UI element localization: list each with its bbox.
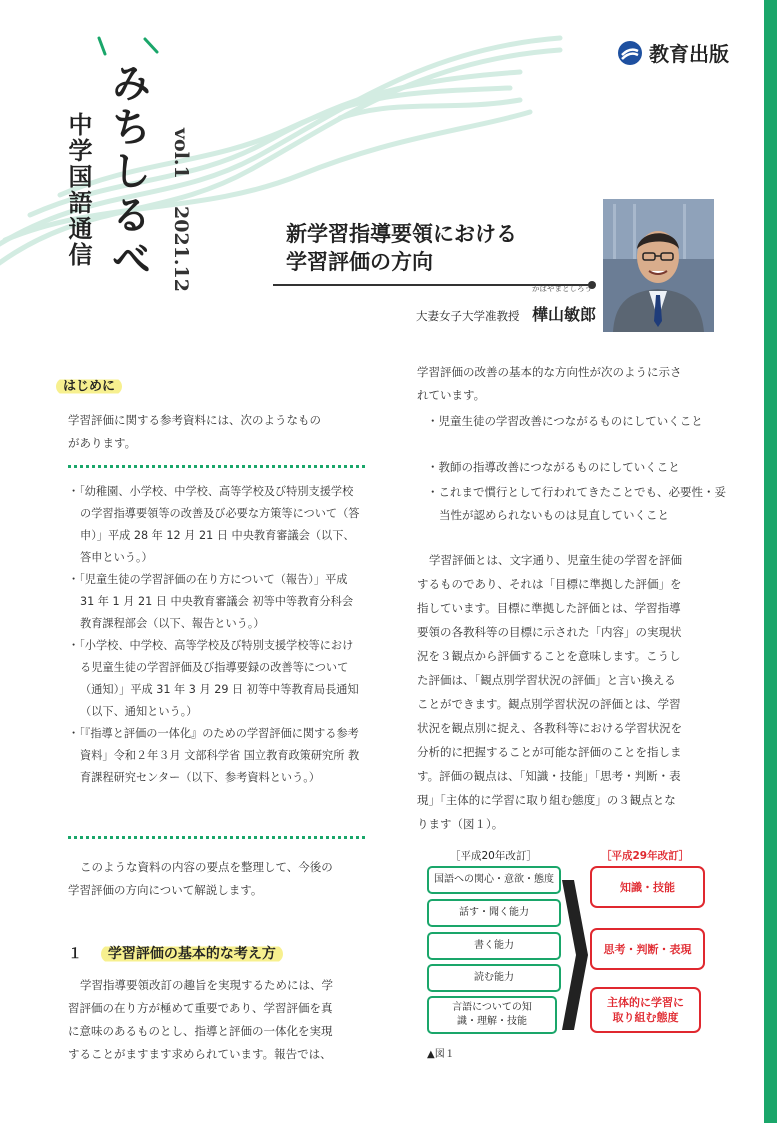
brand-mark-icon xyxy=(617,40,643,66)
side-accent-bar xyxy=(764,0,777,1123)
fig-new-item: 知識・技能 xyxy=(590,866,705,908)
right-body-line: た評価は、「観点別学習状況の評価」と言い換える xyxy=(417,673,676,687)
author-affiliation: 大妻女子大学准教授 xyxy=(416,309,520,323)
right-body-line: 状況を観点別に捉え、各教科等における学習状況を xyxy=(417,721,683,735)
right-lead-line1: 学習評価の改善の基本的な方向性が次のように示さ xyxy=(417,365,682,379)
fig-new-item: 思考・判断・表現 xyxy=(590,928,705,970)
masthead-volume: vol.1 xyxy=(170,128,192,179)
right-body-line: ことができます。観点別学習状況の評価とは、学習 xyxy=(417,697,681,711)
author-portrait-icon xyxy=(603,199,714,332)
section1-line: 習評価の在り方が極めて重要であり、学習評価を真 xyxy=(68,1001,333,1015)
brand-logo xyxy=(617,38,729,67)
author-photo xyxy=(603,199,714,332)
reference-item: ・「『指導と評価の一体化』のための学習評価に関する参考資料」令和２年３月 文部科学省 国立教育政策研究所 教育課程研究センター（以下、参考資料という。） xyxy=(68,727,360,784)
right-body-line: 分析的に把握することが可能な評価のことを指しま xyxy=(417,745,682,759)
article-title-line2: 学習評価の方向 xyxy=(286,250,433,274)
right-body-line: 況を３観点から評価することを意味します。こうし xyxy=(417,649,681,663)
reference-item: ・「小学校、中学校、高等学校及び特別支援学校等における児童生徒の学習評価及び指導要録の改善等について（通知）」平成 31 年 3 月 29 日 初等中等教育局長通知（以下、通知という。） xyxy=(68,639,359,718)
right-body-line: ります（図１）。 xyxy=(417,817,504,831)
section1-line: に意味のあるものとし、指導と評価の一体化を実現 xyxy=(68,1024,333,1038)
fig-right-header: ［平成29年改訂］ xyxy=(601,850,690,862)
bullet-item: ・教師の指導改善につながるものにしていくこと xyxy=(427,460,680,474)
masthead-date: 2021.12 xyxy=(170,206,192,292)
section1-number: １ xyxy=(68,946,82,962)
intro-heading xyxy=(56,372,122,402)
intro-lead-line2: があります。 xyxy=(68,436,137,450)
author-name: 樺山敏郎 xyxy=(532,305,597,324)
fig-old-item: 言語についての知識・理解・技能 xyxy=(427,996,557,1034)
fig-left-header: ［平成20年改訂］ xyxy=(450,850,537,862)
fig-caption: ▲図１ xyxy=(427,1049,455,1060)
bullet-item: ・児童生徒の学習改善につながるものにしていくこと xyxy=(427,414,703,428)
right-body-line: するものであり、それは「目標に準拠した評価」を xyxy=(417,577,682,591)
masthead-accent-marks xyxy=(95,34,165,60)
right-body-line: す。評価の観点は、「知識・技能」「思考・判断・表 xyxy=(417,769,681,783)
right-lead-line2: れています。 xyxy=(417,388,486,402)
right-body-line: 指しています。目標に準拠した評価とは、学習指導 xyxy=(417,601,681,615)
masthead-subtitle: 中学国語通信 xyxy=(64,112,92,268)
section1-heading-text: 学習評価の基本的な考え方 xyxy=(101,945,283,963)
right-body-line: 要領の各教科等の目標に示された「内容」の実現状 xyxy=(417,625,682,639)
fig-old-item: 国語への関心・意欲・態度 xyxy=(427,866,561,894)
reference-item: ・「幼稚園、小学校、中学校、高等学校及び特別支援学校の学習指導要領等の改善及び必要な方策等について（答申）」平成 28 年 12 月 21 日 中央教育審議会（以下、答申という。） xyxy=(68,485,360,564)
fig-old-item: 読む能力 xyxy=(427,964,561,992)
section1-line: することがますます求められています。報告では、 xyxy=(68,1047,332,1061)
intro-heading-text: はじめに xyxy=(56,378,122,395)
fig-arrow-icon xyxy=(562,880,588,1030)
reference-list xyxy=(68,481,364,789)
fig-old-item: 話す・聞く能力 xyxy=(427,899,561,927)
masthead-volume-date xyxy=(171,128,190,292)
article-title-line1: 新学習指導要領における xyxy=(286,222,517,246)
article-title xyxy=(286,220,517,276)
right-body-line: 現」「主体的に学習に取り組む態度」の３観点とな xyxy=(417,793,676,807)
reference-item: ・「児童生徒の学習評価の在り方について（報告）」平成 31 年 1 月 21 日 中央教育審議会 初等中等教育分科会 教育課程部会（以下、報告という。） xyxy=(68,573,354,630)
intro-lead-line1: 学習評価に関する参考資料には、次のようなもの xyxy=(68,413,321,427)
dotted-divider-top xyxy=(68,465,365,468)
brand-name: 教育出版 xyxy=(649,42,729,66)
masthead-title: みちしるべ xyxy=(105,62,151,282)
section1-heading xyxy=(68,943,283,963)
fig-new-item: 主体的に学習に取り組む態度 xyxy=(590,987,701,1033)
author-ruby: かばやまとしろう xyxy=(532,284,592,293)
fig-old-item: 書く能力 xyxy=(427,932,561,960)
section1-line: 学習指導要領改訂の趣旨を実現するためには、学 xyxy=(80,978,333,992)
intro-summary-line2: 学習評価の方向について解説します。 xyxy=(68,883,263,897)
intro-summary-line1: このような資料の内容の要点を整理して、今後の xyxy=(80,860,333,874)
dotted-divider-bottom xyxy=(68,836,365,839)
right-body-line: 学習評価とは、文字通り、児童生徒の学習を評価 xyxy=(429,553,682,567)
bullet-item: ・これまで慣行として行われてきたことでも、必要性・妥当性が認められないものは見直していくこと xyxy=(427,485,726,522)
